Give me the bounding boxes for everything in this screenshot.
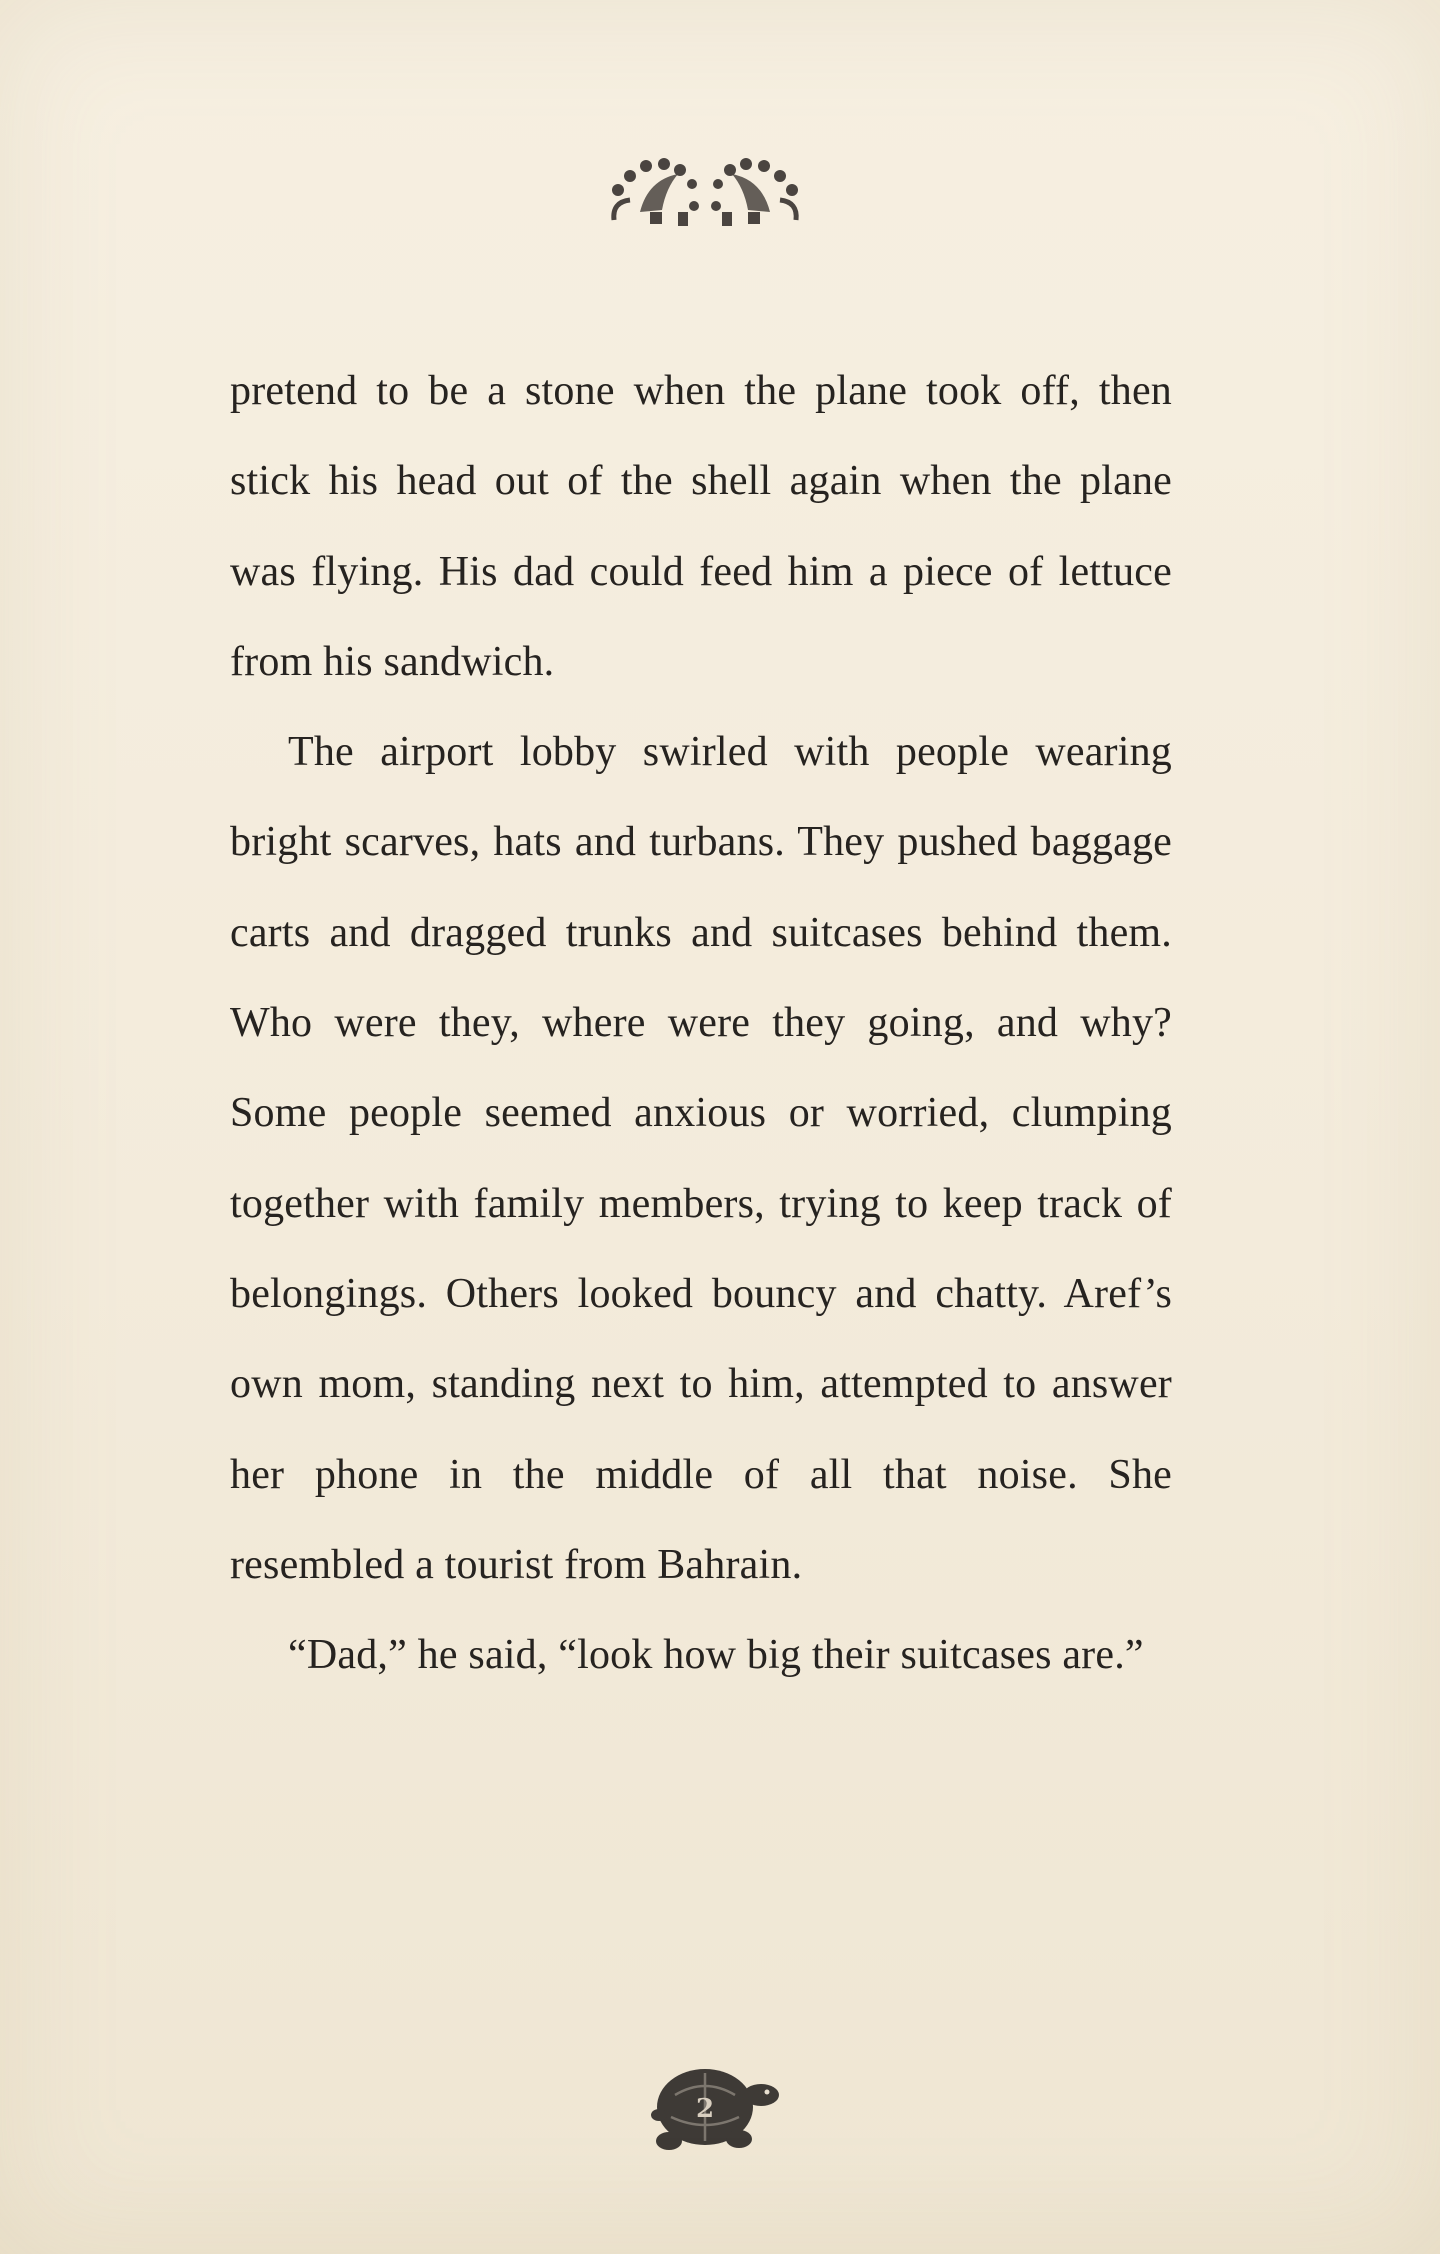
page-number: 2 <box>695 2094 715 2124</box>
paragraph-1: pretend to be a stone when the plane took off, then stick his head out of the shell again when the plane was flying. His dad could feed him a piece of lettuce from his sandwich. <box>230 368 1172 685</box>
paragraph-3: “Dad,” he said, “look how big their suitcases are.” <box>288 1632 1144 1679</box>
paragraph-2: The airport lobby swirled with people wearing bright scarves, hats and turbans. They pushed baggage carts and dragged trunks and suitcases behind them. Who were they, where were they going, and why? Some people seemed anxious or worried, clumping together with family members, trying to keep track of belongings. Others looked bouncy and chatty. Aref’s own mom, standing next to him, attempted to answer her phone in the middle of all that noise. She resembled a tourist from Bahrain. <box>230 729 1172 1588</box>
fan-ornament-icon <box>600 150 810 240</box>
turtle-icon <box>645 2055 785 2165</box>
body-text <box>230 346 1172 1700</box>
